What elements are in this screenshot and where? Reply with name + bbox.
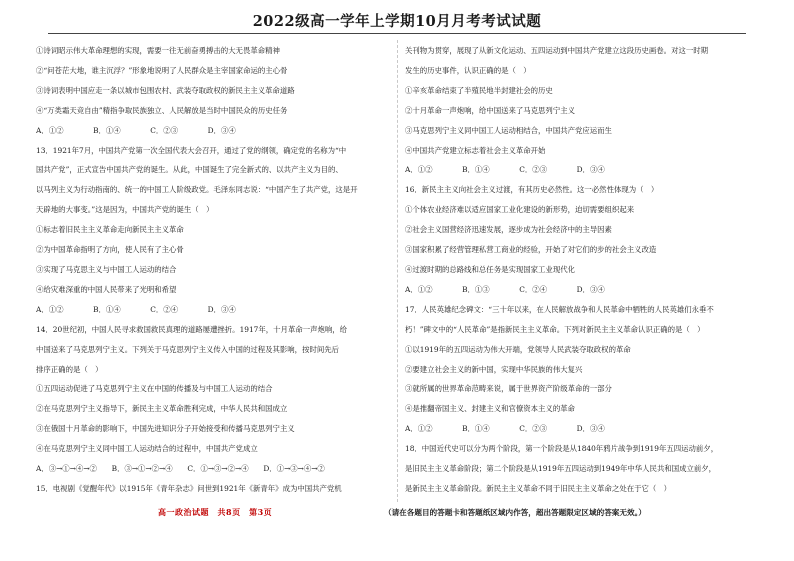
text-line: ①辛亥革命结束了半殖民地半封建社会的历史 — [405, 85, 553, 95]
text-line: ③马克思列宁主义同中国工人运动相结合，中国共产党应运而生 — [405, 125, 612, 135]
text-line: 14．20世纪初，中国人民寻求救国救民真理的道路屡遭挫折。1917年，十月革命一声炮响，给 — [36, 324, 348, 334]
column-divider — [397, 40, 398, 502]
text-line: ④中国共产党建立标志着社会主义革命开始 — [405, 145, 546, 155]
text-line: ④是推翻帝国主义、封建主义和官僚资本主义的革命 — [405, 404, 575, 414]
text-line: 排序正确的是（ ） — [36, 364, 103, 374]
text-line: 关刊物为贯穿，展现了从新文化运动、五四运动到中国共产党建立这段历史画卷。对这一时期 — [405, 46, 709, 55]
left-column — [36, 41, 386, 499]
text-line: ③就所属的世界革命范畴来说，属于世界资产阶级革命的一部分 — [405, 384, 612, 394]
text-line: 朽！”碑文中的“人民革命”是指新民主主义革命。下列对新民主主义革命认识正确的是（ ） — [405, 324, 705, 334]
text-line: 以马列主义为行动指南的、统一的中国工人阶级政党。毛泽东同志说：“中国产生了共产党，这是开 — [36, 185, 358, 195]
text-line: A．①② B．①③ C．②④ D．③④ — [405, 284, 605, 294]
text-line: 天辟地的大事变。”这是因为，中国共产党的诞生（ ） — [36, 205, 214, 215]
text-line: A．①② B．①④ C．②④ D．③④ — [36, 304, 236, 314]
text-line: 18．中国近代史可以分为两个阶段，第一个阶段是从1840年鸦片战争到1919年五四运动前夕， — [405, 444, 719, 454]
text-line: 国共产党”，正式宣告中国共产党的诞生。从此，中国诞生了完全新式的、以共产主义为目的、 — [36, 165, 343, 175]
text-line: ②十月革命一声炮响，给中国送来了马克思列宁主义 — [405, 105, 575, 115]
text-line: A．①② B．①④ C．②③ D．③④ — [405, 424, 605, 434]
text-line: ③诗词表明中国应走一条以城市包围农村、武装夺取政权的新民主主义革命道路 — [36, 85, 295, 95]
text-line: 16．新民主主义向社会主义过渡，有其历史必然性。这一必然性体现为（ ） — [405, 185, 659, 195]
page-footer-info: 高一政治试题 共8页 第3页 — [158, 507, 273, 517]
text-line: 发生的历史事件，认识正确的是（ ） — [405, 65, 531, 75]
text-line: ②为中国革命指明了方向，使人民有了主心骨 — [36, 245, 184, 255]
text-line: 是旧民主主义革命阶段；第二个阶段是从1919年五四运动到1949年中华人民共和国成立前夕， — [405, 464, 717, 474]
text-line: ④在马克思列宁主义同中国工人运动结合的过程中，中国共产党成立 — [36, 444, 258, 454]
text-line: ③国家积累了经营管理私营工商业的经验，开始了对它们的步的社会主义改造 — [405, 245, 657, 255]
text-line: A．③→①→④→② B．③→①→②→④ C．①→③→②→④ D．①→③→④→② — [36, 464, 325, 474]
text-line: A．①② B．①④ C．②③ D．③④ — [405, 165, 605, 175]
text-line: ②“问苍茫大地，谁主沉浮？”形象地说明了人民群众是主宰国家命运的主心骨 — [36, 65, 288, 75]
text-line: 13．1921年7月，中国共产党第一次全国代表大会召开，通过了党的纲领，确定党的名称为“中 — [36, 145, 347, 155]
text-line: 是新民主主义革命阶段。新民主主义革命不同于旧民主主义革命之处在于它（ ） — [405, 483, 672, 493]
text-line: ②在马克思列宁主义指导下，新民主主义革命胜利完成，中华人民共和国成立 — [36, 404, 288, 414]
text-line: ①诗词昭示伟大革命理想的实现，需要一往无前奋勇搏击的大无畏革命精神 — [36, 46, 280, 55]
right-column — [405, 41, 757, 499]
text-line: 15．电视剧《觉醒年代》以1915年《青年杂志》问世到1921年《新青年》成为中国共产党机 — [36, 483, 342, 493]
text-line: ②社会主义国营经济迅速发展，逐步成为社会经济中的主导因素 — [405, 225, 612, 235]
text-line: ④“万类霜天竞自由”精指争取民族独立、人民解放是当时中国民众的历史任务 — [36, 105, 288, 115]
text-line: ①标志着旧民主主义革命走向新民主主义革命 — [36, 225, 184, 235]
text-line: A．①② B．①④ C．②③ D．③④ — [36, 125, 236, 135]
text-line: ③实现了马克思主义与中国工人运动的结合 — [36, 264, 177, 274]
text-line: ①五四运动促进了马克思列宁主义在中国的传播及与中国工人运动的结合 — [36, 384, 273, 394]
text-line: ④给灾难深重的中国人民带来了光明和希望 — [36, 284, 177, 294]
title-divider — [48, 33, 746, 34]
text-line: ①以1919年的五四运动为伟大开端，党领导人民武装夺取政权的革命 — [405, 344, 631, 354]
text-line: ③在俄国十月革命的影响下，中国先进知识分子开始接受和传播马克思列宁主义 — [36, 424, 295, 434]
text-line: ②要建立社会主义的新中国，实现中华民族的伟大复兴 — [405, 364, 583, 374]
text-line: ④过渡时期的总路线和总任务是实现国家工业现代化 — [405, 264, 575, 274]
text-line: ①个体农业经济难以适应国家工业化建设的新形势，迫切需要组织起来 — [405, 205, 635, 215]
text-line: 17．人民英雄纪念碑文：“三十年以来，在人民解放战争和人民革命中牺牲的人民英雄们永垂不 — [405, 304, 714, 314]
answer-instruction: （请在各题目的答题卡和答题纸区域内作答，超出答题限定区域的答案无效。） — [384, 508, 646, 517]
text-line: 中国送来了马克思列宁主义。下列关于马克思列宁主义传入中国的过程及其影响，按时间先后 — [36, 344, 340, 354]
page-title: 2022级高一学年上学期10月月考考试试题 — [252, 13, 542, 30]
